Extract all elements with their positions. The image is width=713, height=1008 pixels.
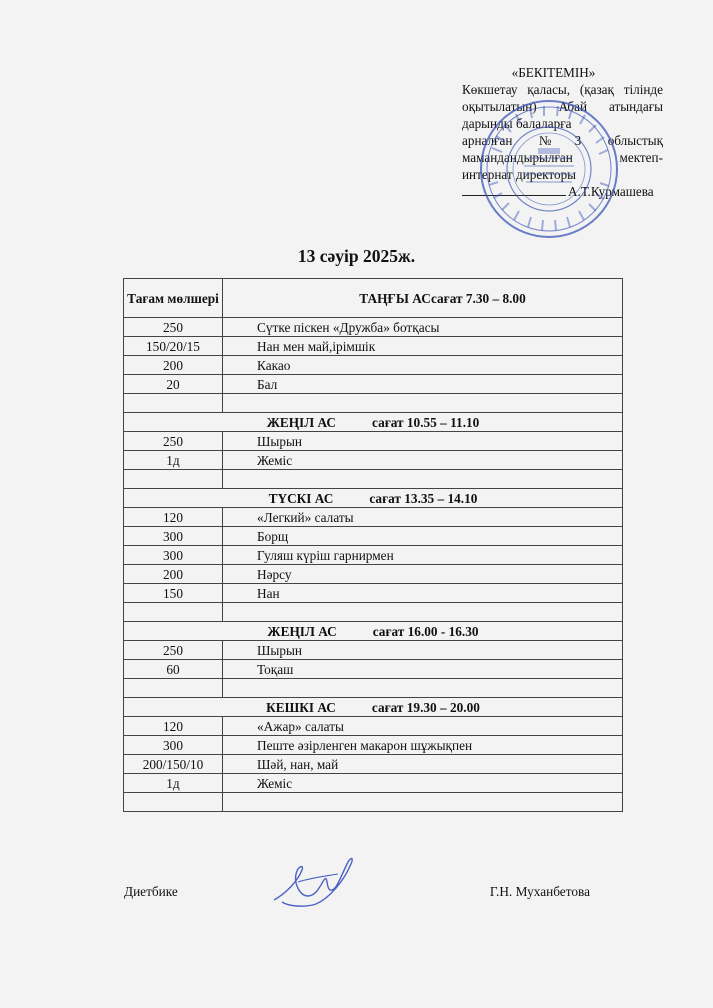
meal-title: ТАҢҒЫ АС [359,290,431,306]
dish-amount: 250 [124,432,223,451]
approval-line: интернат директоры [462,167,577,182]
dish-name: Гуляш күріш гарнирмен [223,546,623,565]
dish-name: Шырын [223,432,623,451]
approval-line: дарынды балаларға [462,116,572,131]
dish-name: Жеміс [223,774,623,793]
table-row [124,755,623,774]
approval-line: арналған №3 облыстық [462,133,663,148]
table-cell-empty [223,470,623,489]
meal-time: сағат 7.30 – 8.00 [430,290,526,306]
dish-name: Тоқаш [223,660,623,679]
dish-name: Какао [223,356,623,375]
table-row [124,337,623,356]
meal-header-cell [223,279,623,318]
dish-amount: 300 [124,736,223,755]
approval-line: оқытылатын) Абай атындағы [462,99,663,114]
footer-dietitian-label: Диетбике [124,884,178,899]
table-cell-empty [223,679,623,698]
table-row [124,717,623,736]
dish-name: Сүтке піскен «Дружба» ботқасы [223,318,623,337]
dish-amount: 60 [124,660,223,679]
meal-title: КЕШКІ АС [266,699,336,715]
table-row [124,375,623,394]
table-row [124,774,623,793]
official-seal-icon [478,98,620,240]
dish-amount: 250 [124,318,223,337]
table-row [124,432,623,451]
menu-table [123,278,623,812]
table-row [124,736,623,755]
approval-header: «БЕКІТЕМІН» [511,65,596,80]
meal-time: сағат 16.00 - 16.30 [372,623,479,639]
dietitian-signature-icon [268,852,358,912]
meal-title: ЖЕҢІЛ АС [267,623,337,639]
table-row [124,641,623,660]
dish-amount: 150 [124,584,223,603]
dish-amount: 120 [124,717,223,736]
meal-time: сағат 13.35 – 14.10 [369,490,478,506]
dish-amount: 300 [124,527,223,546]
dish-amount: 120 [124,508,223,527]
dish-name: «Легкий» салаты [223,508,623,527]
table-row [124,584,623,603]
meal-header-row [124,413,623,432]
menu-date: 13 сәуір 2025ж. [297,246,416,266]
table-cell-empty [223,394,623,413]
dish-name: Борщ [223,527,623,546]
meal-header-cell [124,698,623,717]
approval-line: мамандандырылған мектеп- [462,150,663,165]
director-name: А.Т.Курмашева [568,184,654,199]
dish-amount: 300 [124,546,223,565]
table-cell-empty [124,394,223,413]
footer-dietitian-name: Г.Н. Муханбетова [489,884,590,899]
table-row [124,527,623,546]
dish-amount: 20 [124,375,223,394]
table-row [124,451,623,470]
meal-header-cell [124,413,623,432]
table-cell-empty [124,679,223,698]
meal-time: сағат 10.55 – 11.10 [372,414,480,430]
meal-time: сағат 19.30 – 20.00 [371,699,480,715]
table-row [124,318,623,337]
table-row-empty [124,793,623,812]
dish-name: Нәрсу [223,565,623,584]
table-row-empty [124,470,623,489]
meal-header-cell [124,622,623,641]
menu-table-body [124,279,623,812]
dish-name: Пеште әзірленген макарон шұжықпен [223,736,623,755]
dish-amount: 200 [124,356,223,375]
table-header-row [124,279,623,318]
dish-name: Нан мен май,ірімшік [223,337,623,356]
table-cell-empty [223,793,623,812]
dish-amount: 1д [124,774,223,793]
table-cell-empty [124,470,223,489]
meal-header-row [124,622,623,641]
dish-name: «Ажар» салаты [223,717,623,736]
table-row [124,660,623,679]
meal-header-row [124,698,623,717]
column-header-amount: Тағам мөлшері [124,279,223,318]
table-row [124,508,623,527]
dish-amount: 1д [124,451,223,470]
meal-header-cell [124,489,623,508]
table-cell-empty [223,603,623,622]
dish-amount: 200 [124,565,223,584]
dish-name: Нан [223,584,623,603]
table-row [124,565,623,584]
table-row [124,356,623,375]
table-row-empty [124,394,623,413]
dish-name: Шәй, нан, май [223,755,623,774]
dish-name: Жеміс [223,451,623,470]
dish-amount: 200/150/10 [124,755,223,774]
table-row-empty [124,679,623,698]
table-row-empty [124,603,623,622]
meal-title: ЖЕҢІЛ АС [266,414,336,430]
approval-line: Көкшетау қаласы, (қазақ тілінде [462,82,663,97]
meal-title: ТҮСКІ АС [268,490,334,506]
table-cell-empty [124,603,223,622]
table-row [124,546,623,565]
table-cell-empty [124,793,223,812]
dish-name: Шырын [223,641,623,660]
dish-amount: 250 [124,641,223,660]
meal-header-row [124,489,623,508]
dish-name: Бал [223,375,623,394]
dish-amount: 150/20/15 [124,337,223,356]
